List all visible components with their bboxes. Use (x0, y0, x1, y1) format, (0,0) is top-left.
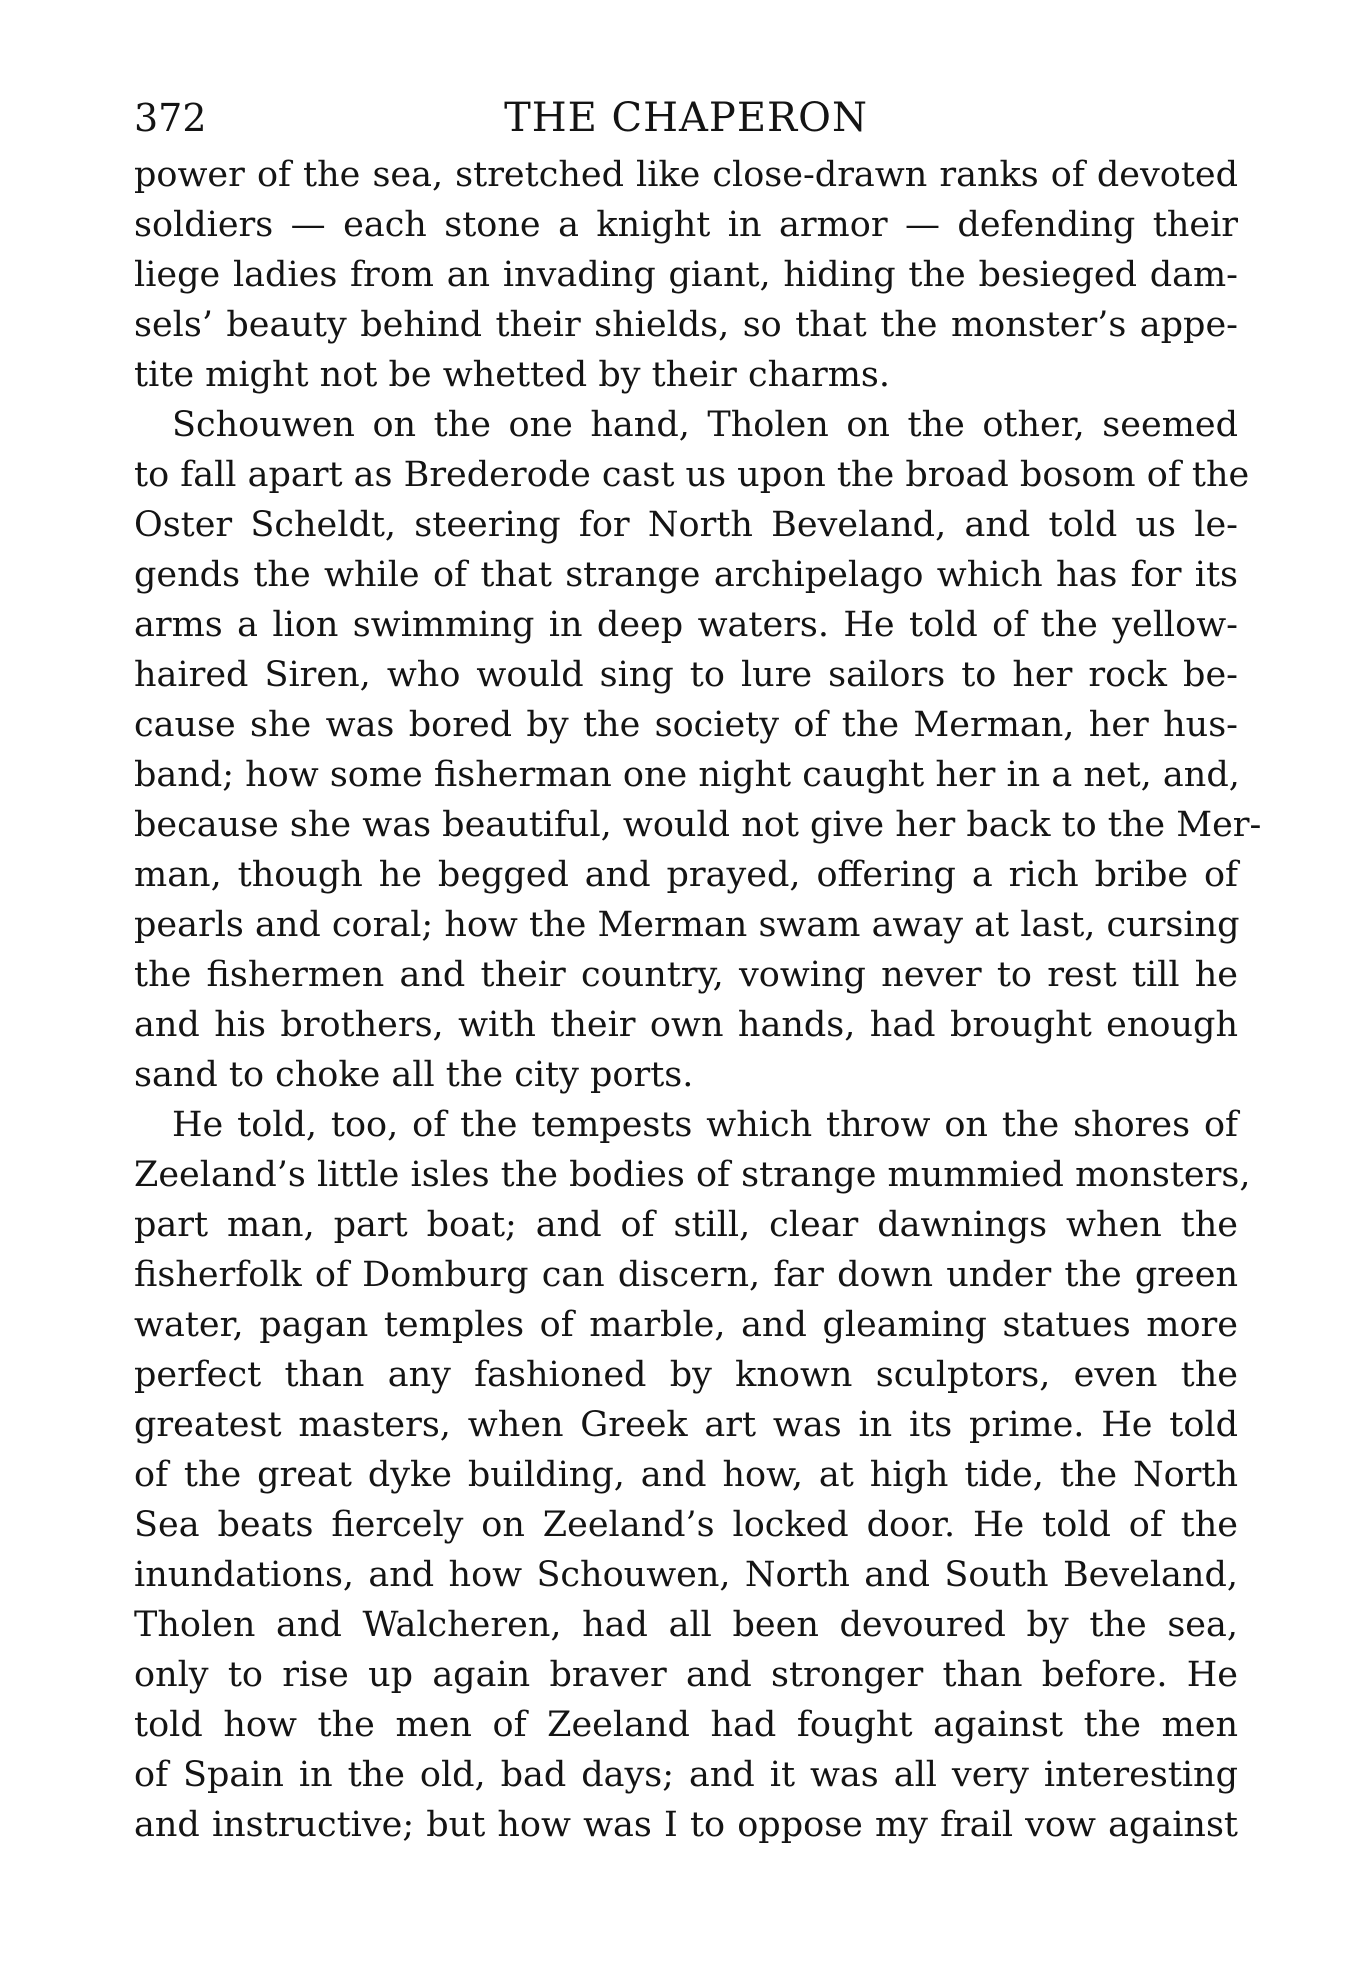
text-line: sels’ beauty behind their shields, so that the monster’s appe- (134, 305, 1238, 345)
text-line: Zeeland’s little isles the bodies of strange mummied monsters, (134, 1155, 1251, 1195)
text-line: sand to choke all the city ports. (134, 1055, 694, 1095)
text-line: cause she was bored by the society of the Merman, her hus- (134, 705, 1238, 745)
running-head: THE CHAPERON (504, 95, 868, 141)
text-line: gends the while of that strange archipelago which has for its (134, 555, 1238, 595)
page-header (134, 88, 1238, 148)
text-line: Sea beats fiercely on Zeeland’s locked door. He told of the (134, 1505, 1238, 1545)
text-line: tite might not be whetted by their charms. (134, 355, 891, 395)
text-line: pearls and coral; how the Merman swam away at last, cursing (134, 905, 1240, 945)
text-line: told how the men of Zeeland had fought against the men (134, 1705, 1238, 1745)
text-line: arms a lion swimming in deep waters. He told of the yellow- (134, 605, 1238, 645)
text-line: fisherfolk of Domburg can discern, far down under the green (134, 1255, 1238, 1295)
text-line: greatest masters, when Greek art was in its prime. He told (134, 1405, 1238, 1445)
body-text (134, 150, 1262, 1850)
text-line: soldiers — each stone a knight in armor — defending their (134, 205, 1238, 245)
text-line: the fishermen and their country, vowing never to rest till he (134, 955, 1238, 995)
text-line: only to rise up again braver and stronger than before. He (134, 1655, 1238, 1695)
text-line: perfect than any fashioned by known sculptors, even the (134, 1355, 1238, 1395)
text-line: inundations, and how Schouwen, North and South Beveland, (134, 1555, 1238, 1595)
text-line: liege ladies from an invading giant, hiding the besieged dam- (134, 255, 1238, 295)
text-line: and his brothers, with their own hands, had brought enough (134, 1005, 1238, 1045)
text-line: power of the sea, stretched like close-drawn ranks of devoted (134, 155, 1238, 195)
text-line: and instructive; but how was I to oppose my frail vow against (134, 1805, 1238, 1845)
text-line: to fall apart as Brederode cast us upon the broad bosom of the (134, 455, 1250, 495)
text-line: because she was beautiful, would not give her back to the Mer- (134, 805, 1262, 845)
text-line: of the great dyke building, and how, at high tide, the North (134, 1455, 1238, 1495)
text-line: haired Siren, who would sing to lure sailors to her rock be- (134, 655, 1238, 695)
text-line: Schouwen on the one hand, Tholen on the other, seemed (172, 405, 1238, 445)
text-line: man, though he begged and prayed, offering a rich bribe of (134, 855, 1238, 895)
text-line: of Spain in the old, bad days; and it was all very interesting (134, 1755, 1238, 1795)
text-line: band; how some fisherman one night caught her in a net, and, (134, 755, 1240, 795)
page-number: 372 (134, 96, 207, 140)
text-line: Tholen and Walcheren, had all been devoured by the sea, (134, 1605, 1238, 1645)
text-line: He told, too, of the tempests which throw on the shores of (172, 1105, 1238, 1145)
text-line: water, pagan temples of marble, and gleaming statues more (134, 1305, 1238, 1345)
text-line: Oster Scheldt, steering for North Beveland, and told us le- (134, 505, 1238, 545)
text-line: part man, part boat; and of still, clear dawnings when the (134, 1205, 1238, 1245)
